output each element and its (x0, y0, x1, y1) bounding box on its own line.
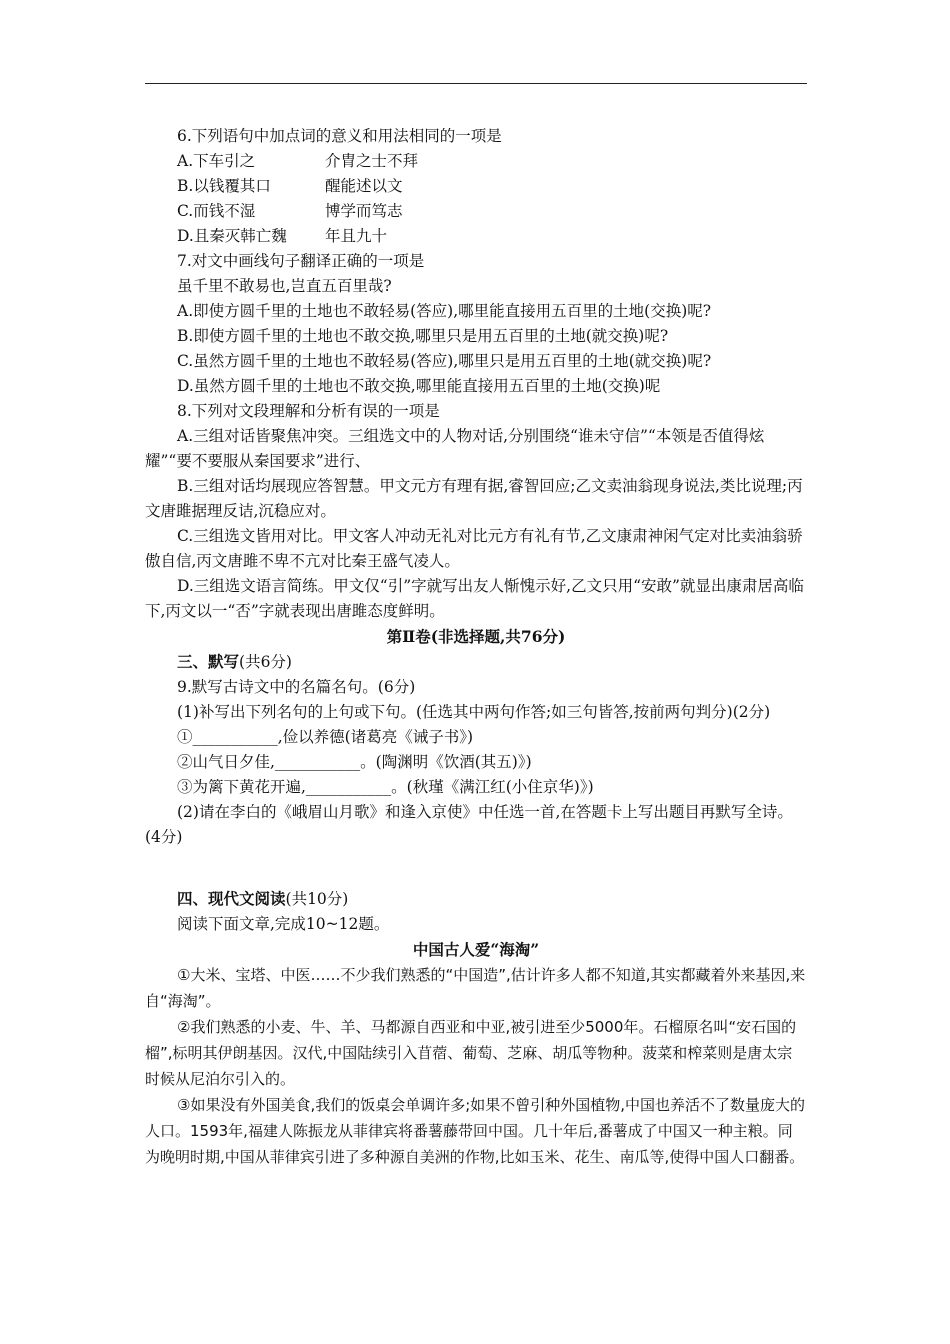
q6-option-d-left: D.且秦灭韩亡魏 (177, 227, 287, 245)
q6-option-b-left: B.以钱覆其口 (177, 177, 271, 195)
q9-sub-1: (1)补写出下列名句的上句或下句。(任选其中两句作答;如三句皆答,按前两句判分)(2分) (177, 703, 771, 721)
q9-item-3: ③为篱下黄花开遍,___________。(秋瑾《满江红(小住京华)》) (177, 778, 594, 796)
question-9-stem: 9.默写古诗文中的名篇名句。(6分) (177, 678, 416, 696)
q6-option-a-right: 介胄之士不拜 (325, 152, 419, 170)
q6-option-b (145, 174, 807, 199)
q8-option-c: C.三组选文皆用对比。甲文客人冲动无礼对比元方有礼有节,乙文康肃神闲气定对比卖油翁骄傲自信,丙文唐雎不卑不亢对比秦王盛气凌人。 (145, 527, 803, 570)
q8-option-a: A.三组对话皆聚焦冲突。三组选文中的人物对话,分别围绕“谁未守信”“本领是否值得炫耀”“要不要服从秦国要求”进行、 (145, 427, 765, 470)
q9-sub-2: (2)请在李白的《峨眉山月歌》和逢入京使》中任选一首,在答题卡上写出题目再默写全诗。(4分) (145, 803, 793, 846)
q7-option-d: D.虽然方圆千里的土地也不敢交换,哪里能直接用五百里的土地(交换)呢 (177, 377, 661, 395)
q7-option-b: B.即使方圆千里的土地也不敢交换,哪里只是用五百里的土地(就交换)呢? (177, 327, 669, 345)
section-4-score: (共10分) (285, 890, 349, 908)
q6-option-a (145, 149, 807, 174)
section-3-heading: 三、默写 (177, 652, 240, 671)
q7-option-c: C.虽然方圆千里的土地也不敢轻易(答应),哪里只是用五百里的土地(就交换)呢? (177, 352, 712, 370)
section-3-score: (共6分) (239, 653, 292, 671)
q6-option-d (145, 224, 807, 249)
part-2-title: 第Ⅱ卷(非选择题,共76分) (386, 627, 566, 646)
article-title: 中国古人爱“海淘” (412, 940, 540, 959)
q6-option-c-left: C.而钱不湿 (177, 202, 256, 220)
q9-item-2: ②山气日夕佳,___________。(陶渊明《饮酒(其五)》) (177, 753, 532, 771)
question-7-stem: 7.对文中画线句子翻译正确的一项是 (177, 252, 425, 270)
q7-option-a: A.即使方圆千里的土地也不敢轻易(答应),哪里能直接用五百里的土地(交换)呢? (177, 302, 712, 320)
question-8-stem: 8.下列对文段理解和分析有误的一项是 (177, 402, 440, 420)
section-3-heading-line (145, 649, 807, 675)
q6-option-a-left: A.下车引之 (177, 152, 256, 170)
header-rule (145, 83, 807, 84)
question-6-stem: 6.下列语句中加点词的意义和用法相同的一项是 (177, 127, 502, 145)
section-4-heading: 四、现代文阅读 (177, 889, 286, 908)
article-paragraph-2: ②我们熟悉的小麦、牛、羊、马都源自西亚和中亚,被引进至少5000年。石榴原名叫“安石国的榴”,标明其伊朗基因。汉代,中国陆续引入苜蓿、葡萄、芝麻、胡瓜等物种。菠菜和榨菜则是唐太宗时候从尼泊尔引入的。 (145, 1018, 797, 1088)
q9-item-1: ①___________,俭以养德(诸葛亮《诫子书》) (177, 728, 474, 746)
section-4-heading-line (145, 886, 807, 912)
article-paragraph-3: ③如果没有外国美食,我们的饭桌会单调许多;如果不曾引种外国植物,中国也养活不了数量庞大的人口。1593年,福建人陈振龙从菲律宾将番薯藤带回中国。几十年后,番薯成了中国又一种主粮。同为晚明时期,中国从菲律宾引进了多种源自美洲的作物,比如玉米、花生、南瓜等,使得中国人口翻番。 (145, 1096, 806, 1166)
reading-instruction: 阅读下面文章,完成10~12题。 (177, 915, 390, 933)
q8-option-b: B.三组对话均展现应答智慧。甲文元方有理有据,睿智回应;乙文卖油翁现身说法,类比说理;丙文唐雎据理反诘,沉稳应对。 (145, 477, 803, 520)
q6-option-d-right: 年且九十 (325, 227, 388, 245)
q6-option-b-right: 醒能述以文 (325, 177, 403, 195)
q6-option-c (145, 199, 807, 224)
article-paragraph-1: ①大米、宝塔、中医……不少我们熟悉的“中国造”,估计许多人都不知道,其实都藏着外来基因,来自“海淘”。 (145, 966, 806, 1010)
q8-option-d: D.三组选文语言简练。甲文仅“引”字就写出友人惭愧示好,乙文只用“安敢”就显出康肃居高临下,丙文以一“否”字就表现出唐雎态度鲜明。 (145, 577, 804, 620)
q7-sentence: 虽千里不敢易也,岂直五百里哉? (177, 277, 392, 295)
exam-page (145, 124, 807, 1170)
q6-option-c-right: 博学而笃志 (325, 202, 403, 220)
